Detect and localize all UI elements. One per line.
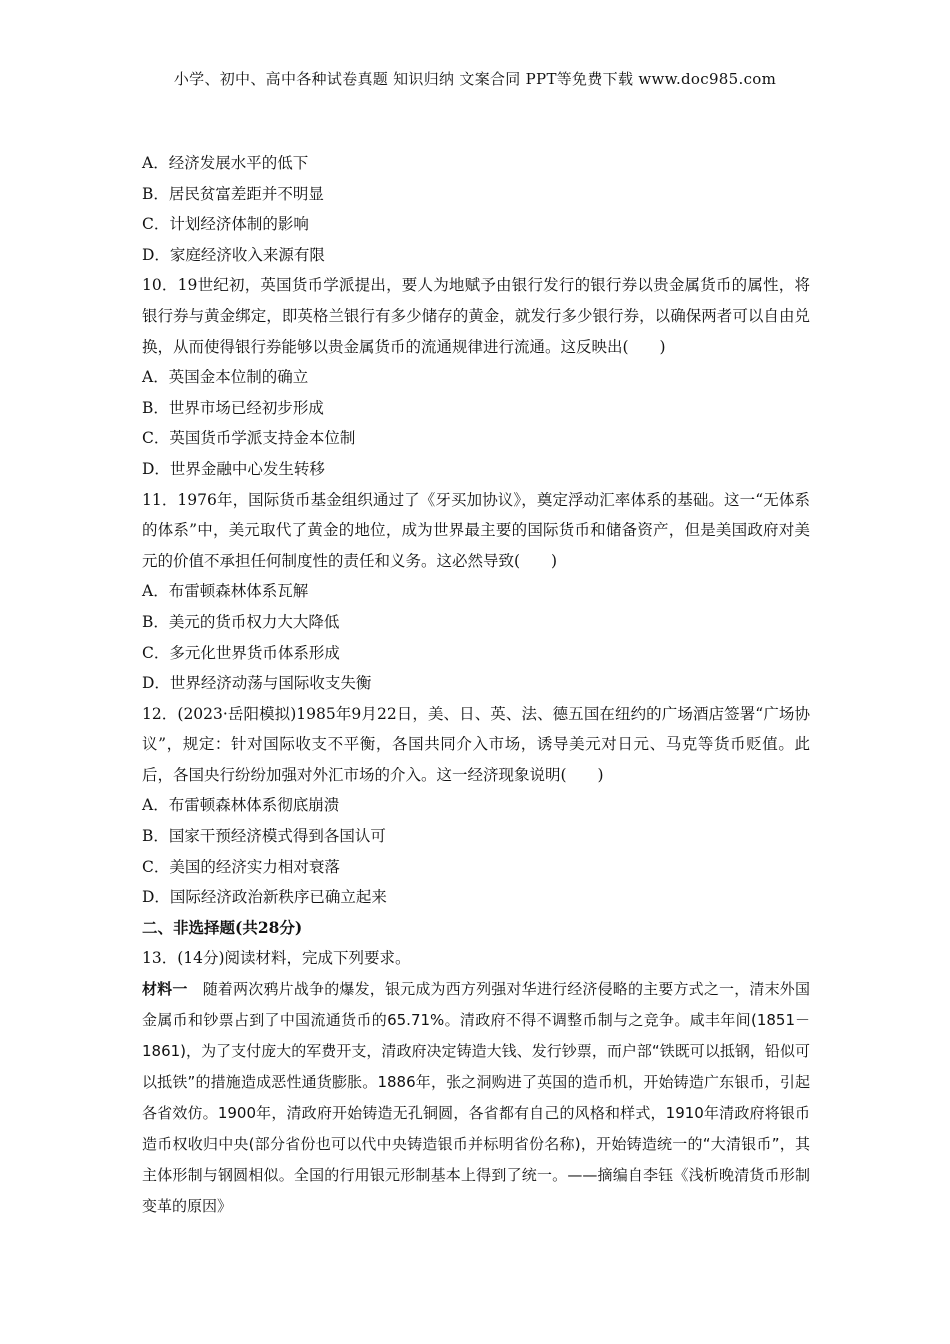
material-text: 随着两次鸦片战争的爆发，银元成为西方列强对华进行经济侵略的主要方式之一，清末外国金属币和钞票占到了中国流通货币的65.71%。清政府不得不调整币制与之竞争。咸丰年间(1851－1861)，为了支付庞大的军费开支，清政府决定铸造大钱、发行钞票，而户部“铁既可以抵钢，铅似可以抵铁”的措施造成恶性通货膨胀。1886年，张之洞购进了英国的造币机，开始铸造广东银币，引起各省效仿。1900年，清政府开始铸造无孔铜圆，各省都有自己的风格和样式，1910年清政府将银币造币权收归中央(部分省份也可以代中央铸造银币并标明省份名称)，开始铸造统一的“大清银币”，其主体形制与钢圆相似。全国的行用银元形制基本上得到了统一。——摘编自李钰《浅析晚清货币形制变革的原因》 (142, 980, 810, 1216)
q11-option-a: A．布雷顿森林体系瓦解 (142, 582, 309, 601)
document-body (142, 148, 810, 1222)
q12-option-a: A．布雷顿森林体系彻底崩溃 (142, 796, 340, 815)
q13-stem: 13．(14分)阅读材料，完成下列要求。 (142, 949, 411, 968)
q10-option-b: B．世界市场已经初步形成 (142, 398, 324, 417)
section-heading: 二、非选择题(共28分) (142, 917, 303, 937)
q12-stem: 12．(2023·岳阳模拟)1985年9月22日，美、日、英、法、德五国在纽约的广场酒店签署“广场协议”，规定：针对国际收支不平衡，各国共同介入市场，诱导美元对日元、马克等货币贬值。此后，各国央行纷纷加强对外汇市场的介入。这一经济现象说明( ) (142, 704, 810, 784)
q10-option-d: D．世界金融中心发生转移 (142, 459, 325, 478)
q9-option-d: D．家庭经济收入来源有限 (142, 245, 325, 264)
q10-option-c: C．英国货币学派支持金本位制 (142, 429, 356, 448)
q10-stem: 10．19世纪初，英国货币学派提出，要人为地赋予由银行发行的银行券以贵金属货币的属性，将银行券与黄金绑定，即英格兰银行有多少储存的黄金，就发行多少银行券，以确保两者可以自由兑换，从而使得银行券能够以贵金属货币的流通规律进行流通。这反映出( ) (142, 276, 810, 356)
q12-option-b: B．国家干预经济模式得到各国认可 (142, 827, 386, 846)
q12-option-d: D．国际经济政治新秩序已确立起来 (142, 888, 387, 907)
q13-material (142, 974, 810, 1222)
q9-option-a: A．经济发展水平的低下 (142, 154, 309, 172)
q11-option-d: D．世界经济动荡与国际收支失衡 (142, 674, 372, 693)
q11-option-b: B．美元的货币权力大大降低 (142, 612, 340, 631)
material-label: 材料一 (142, 980, 188, 999)
q9-option-b: B．居民贫富差距并不明显 (142, 184, 324, 203)
page-header: 小学、初中、高中各种试卷真题 知识归纳 文案合同 PPT等免费下载 www.doc985.com (173, 70, 777, 88)
q11-option-c: C．多元化世界货币体系形成 (142, 643, 340, 662)
q11-stem: 11．1976年，国际货币基金组织通过了《牙买加协议》，奠定浮动汇率体系的基础。这一“无体系的体系”中，美元取代了黄金的地位，成为世界最主要的国际货币和储备资产，但是美国政府对美元的价值不承担任何制度性的责任和义务。这必然导致( ) (142, 490, 810, 570)
q10-option-a: A．英国金本位制的确立 (142, 368, 309, 387)
q9-option-c: C．计划经济体制的影响 (142, 215, 309, 234)
q12-option-c: C．美国的经济实力相对衰落 (142, 857, 340, 876)
